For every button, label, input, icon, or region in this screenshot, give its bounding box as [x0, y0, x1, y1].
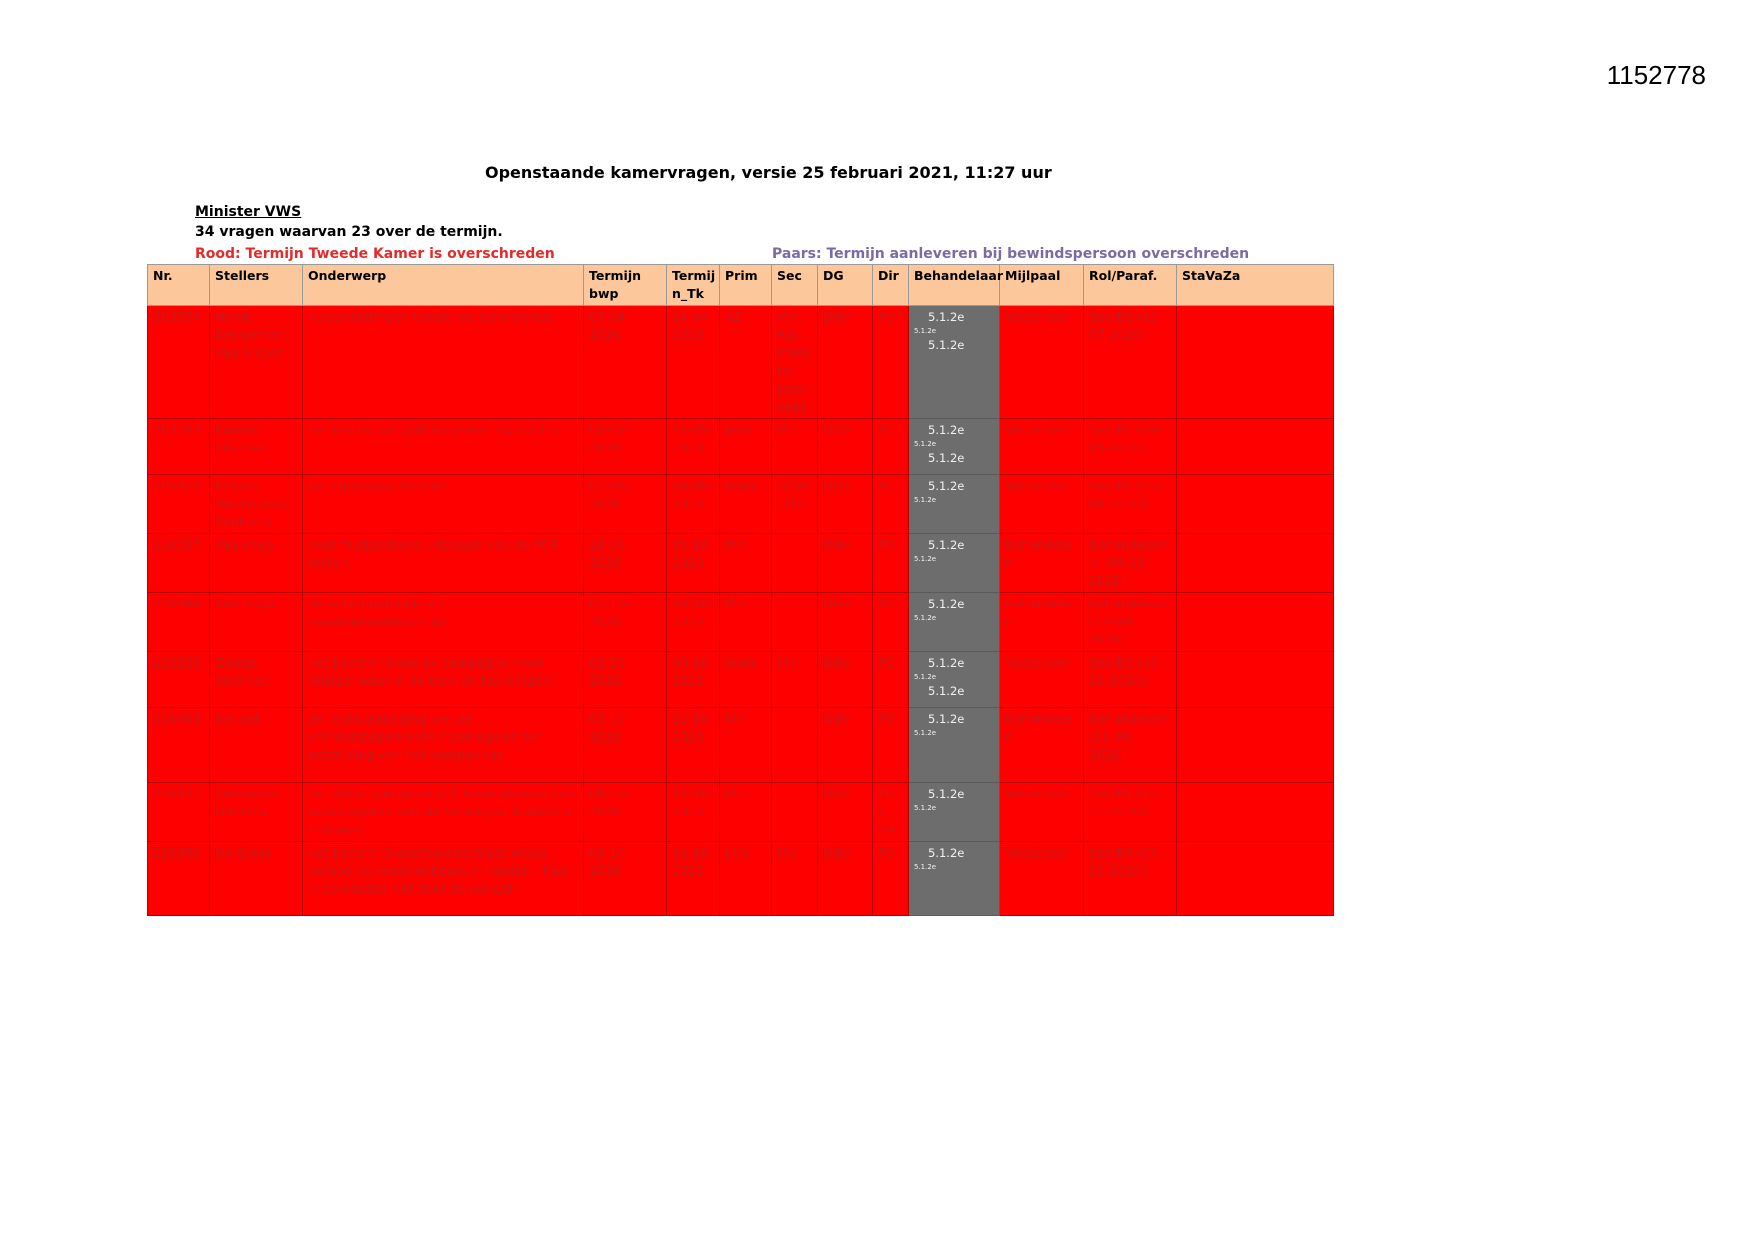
cell-sec: Min: [772, 419, 818, 475]
table-row: [148, 652, 1334, 708]
cell-stavaza: [1177, 783, 1334, 842]
cell-nr: 204793: [148, 419, 210, 475]
column-header: Termijn bwp: [584, 265, 667, 306]
cell-nr: 210947: [148, 783, 210, 842]
cell-stellers: Van Haga: [210, 534, 303, 593]
table-row: [148, 708, 1334, 783]
cell-dir: PDC 19: [873, 783, 909, 842]
cell-nr: 210603: [148, 708, 210, 783]
cell-rol: Behandelaar (17-09-2020): [1084, 593, 1177, 652]
cell-dir: PG: [873, 842, 909, 916]
redaction-code: 5.1.2e: [914, 496, 937, 504]
cell-termijn-tk: 09-10-2020: [667, 652, 720, 708]
cell-dg: DGV: [818, 419, 873, 475]
cell-prim: Min: [720, 783, 772, 842]
table-header-row: [148, 265, 1334, 306]
cell-stavaza: [1177, 708, 1334, 783]
column-header: Stellers: [210, 265, 303, 306]
section-heading: Minister VWS: [195, 204, 302, 220]
cell-prim: IenW: [720, 475, 772, 534]
cell-stavaza: [1177, 593, 1334, 652]
redaction-code: 5.1.2e: [928, 787, 965, 801]
cell-termijn-tk: 14-04-2020: [667, 306, 720, 419]
cell-dir: PG: [873, 652, 909, 708]
cell-sec: Min; RB; minis ter-presi dent: [772, 306, 818, 419]
cell-sec: [772, 534, 818, 593]
redaction-code: 5.1.2e: [914, 804, 937, 812]
cell-termijn-bwp: 01-10-2020: [584, 593, 667, 652]
cell-rol: SecrBS (11-11-2020): [1084, 783, 1177, 842]
redaction-code: 5.1.2e: [914, 440, 937, 448]
cell-nr: 203554: [148, 306, 210, 419]
redaction-code: 5.1.2e: [914, 327, 937, 335]
cell-prim: Min: [720, 593, 772, 652]
cell-stellers: De Groot: [210, 842, 303, 916]
redaction-code: 5.1.2e: [914, 729, 937, 737]
cell-prim: LNV: [720, 842, 772, 916]
cell-termijn-tk: 15-05-2020: [667, 419, 720, 475]
redacted-cell: [909, 708, 1000, 783]
cell-mijlpaal: Verzenden: [1000, 306, 1084, 419]
cell-stellers: Verhoeven; Diertens: [210, 783, 303, 842]
cell-dg: DGV: [818, 534, 873, 593]
cell-mijlpaal: Verzenden: [1000, 842, 1084, 916]
redaction-code: 5.1.2e: [928, 656, 965, 670]
summary-text: 34 vragen waarvan 23 over de termijn.: [195, 224, 503, 240]
cell-dg: DGV: [818, 593, 873, 652]
cell-onderwerp: de rechtvaardiging van de vrijheidsbeperkende maatregelen ter bestrijding van het coronavirus: [303, 708, 584, 783]
cell-rol: Behandelaar < (08-12-2020): [1084, 534, 1177, 593]
cell-rol: Behandelaar (21-09-2020): [1084, 708, 1177, 783]
redacted-cell: [909, 475, 1000, 534]
cell-stellers: Hijink; Beckerman; Van Nispen: [210, 306, 303, 419]
cell-termijn-tk: 08-10-2020: [667, 593, 720, 652]
cell-termijn-bwp: 08-05-2020: [584, 419, 667, 475]
column-header: Mijlpaal: [1000, 265, 1084, 306]
cell-dg: DGV: [818, 306, 873, 419]
redaction-code: 5.1.2e: [914, 863, 937, 871]
legend-red: Rood: Termijn Tweede Kamer is overschreden: [195, 246, 555, 262]
cell-rol: SecrBS (05-10-2020): [1084, 652, 1177, 708]
cell-dg: DGV: [818, 783, 873, 842]
redacted-cell: [909, 534, 1000, 593]
column-header: DG: [818, 265, 873, 306]
cell-onderwerp: over foutpositieve uitslagen van de PCR-testen.: [303, 534, 584, 593]
cell-mijlpaal: Verzenden: [1000, 475, 1084, 534]
redacted-cell: [909, 842, 1000, 916]
cell-prim: AZ: [720, 306, 772, 419]
cell-onderwerp: de entertainment- en evenementenbranche: [303, 593, 584, 652]
cell-sec: [772, 593, 818, 652]
redaction-code: 5.1.2e: [928, 538, 965, 552]
column-header: Behandelaar: [909, 265, 1000, 306]
column-header: Onderwerp: [303, 265, 584, 306]
redacted-cell: [909, 593, 1000, 652]
table-row: [148, 783, 1334, 842]
cell-termijn-bwp: 05-10-2020: [584, 708, 667, 783]
cell-rol: SecrBS (17-06-2020): [1084, 475, 1177, 534]
cell-stellers: Van Haga: [210, 593, 303, 652]
cell-termijn-tk: 16-10-2020: [667, 842, 720, 916]
cell-nr: 210337: [148, 534, 210, 593]
cell-termijn-bwp: 01-06-2020: [584, 475, 667, 534]
table-row: [148, 475, 1334, 534]
cell-stavaza: [1177, 419, 1334, 475]
redacted-cell: [909, 306, 1000, 419]
redacted-cell: [909, 419, 1000, 475]
cell-stellers: Baudet: [210, 708, 303, 783]
cell-dir: PG: [873, 419, 909, 475]
cell-dg: DGV: [818, 652, 873, 708]
cell-mijlpaal: Verzenden: [1000, 652, 1084, 708]
table-row: [148, 842, 1334, 916]
column-header: Nr.: [148, 265, 210, 306]
column-header: StaVaZa: [1177, 265, 1334, 306]
cell-onderwerp: het delen van genetisch testmateriaal van Nederlanders met de Verenigde Arabische Emiraten: [303, 783, 584, 842]
cell-onderwerp: het Openbaar Vervoer: [303, 475, 584, 534]
redaction-code: 5.1.2e: [928, 712, 965, 726]
redaction-code: 5.1.2e: [928, 423, 965, 437]
cell-termijn-bwp: 09-10-2020: [584, 842, 667, 916]
table-row: [148, 419, 1334, 475]
column-header: Prim: [720, 265, 772, 306]
redaction-code: 5.1.2e: [914, 673, 937, 681]
cell-dir: PG: [873, 534, 909, 593]
cell-sec: OCW; Min: [772, 475, 818, 534]
cell-termijn-bwp: 02-10-2020: [584, 652, 667, 708]
cell-prim: JenV: [720, 419, 772, 475]
cell-stavaza: [1177, 534, 1334, 593]
redacted-cell: [909, 783, 1000, 842]
cell-onderwerp: huisuitzettingen tijdens de coronacrisis: [303, 306, 584, 419]
cell-termijn-bwp: 28-09-2020: [584, 534, 667, 593]
cell-stavaza: [1177, 842, 1334, 916]
cell-stellers: Kröger; Westerveld; Renkema: [210, 475, 303, 534]
table-row: [148, 534, 1334, 593]
cell-termijn-tk: 08-06-2020: [667, 475, 720, 534]
cell-mijlpaal: Behandelen: [1000, 534, 1084, 593]
cell-stellers: Kuiken; Ploumen: [210, 419, 303, 475]
cell-mijlpaal: Verzenden: [1000, 419, 1084, 475]
redaction-code: 5.1.2e: [928, 597, 965, 611]
cell-mijlpaal: Behandelen: [1000, 708, 1084, 783]
document-id: 1152778: [1606, 60, 1706, 90]
cell-sec: [772, 783, 818, 842]
cell-nr: 210525: [148, 652, 210, 708]
page-title: Openstaande kamervragen, versie 25 februari 2021, 11:27 uur: [485, 163, 1052, 182]
cell-sec: Min: [772, 842, 818, 916]
cell-nr: 205474: [148, 475, 210, 534]
cell-dir: PG: [873, 708, 909, 783]
cell-onderwerp: het bericht 'Grote ov-campagne moet reiziger weer in de trein en bus krijgen': [303, 652, 584, 708]
cell-dg: DGV: [818, 708, 873, 783]
redaction-code: 5.1.2e: [914, 555, 937, 563]
cell-prim: IenW: [720, 652, 772, 708]
cell-prim: Min: [720, 708, 772, 783]
cell-nr: 210499: [148, 593, 210, 652]
cell-termijn-tk: 15-10-2020: [667, 783, 720, 842]
legend-purple: Paars: Termijn aanleveren bij bewindspersoon overschreden: [772, 246, 1250, 262]
column-header: Sec: [772, 265, 818, 306]
cell-dg: DGV: [818, 842, 873, 916]
cell-rol: SecrBS (06-05-2020): [1084, 419, 1177, 475]
redaction-code: 5.1.2e: [914, 614, 937, 622]
redaction-code: 5.1.2e: [928, 479, 965, 493]
redaction-code: 5.1.2e: [928, 451, 965, 465]
cell-mijlpaal: Behandelen: [1000, 593, 1084, 652]
cell-rol: SecrBS (29-10-2020): [1084, 842, 1177, 916]
cell-stavaza: [1177, 652, 1334, 708]
cell-termijn-tk: 12-10-2020: [667, 708, 720, 783]
redaction-code: 5.1.2e: [928, 846, 965, 860]
cell-stellers: Ziengs; Veldman: [210, 652, 303, 708]
table-row: [148, 306, 1334, 419]
cell-sec: Min: [772, 652, 818, 708]
cell-nr: 210956: [148, 842, 210, 916]
redaction-code: 5.1.2e: [928, 310, 965, 324]
cell-dir: PG: [873, 593, 909, 652]
cell-dir: PG: [873, 306, 909, 419]
cell-prim: Min: [720, 534, 772, 593]
column-header: Dir: [873, 265, 909, 306]
cell-termijn-bwp: 07-04-2020: [584, 306, 667, 419]
cell-onderwerp: het testen van politieagenten op corona: [303, 419, 584, 475]
cell-sec: [772, 708, 818, 783]
cell-dir: PG: [873, 475, 909, 534]
table-row: [148, 593, 1334, 652]
cell-rol: SecrBS (13-07-2020): [1084, 306, 1177, 419]
cell-stavaza: [1177, 475, 1334, 534]
column-header: Rol/Paraf.: [1084, 265, 1177, 306]
cell-termijn-tk: 05-10-2020: [667, 534, 720, 593]
redaction-code: 5.1.2e: [928, 338, 965, 352]
redaction-code: 5.1.2e: [928, 684, 965, 698]
cell-onderwerp: het bericht 'Dierenbeschermers willen verbod op reptielenbeurs in Houten: 'Kan in coronatijd niet door de beugel'': [303, 842, 584, 916]
redacted-cell: [909, 652, 1000, 708]
cell-dg: DGV: [818, 475, 873, 534]
cell-stavaza: [1177, 306, 1334, 419]
questions-table: [147, 264, 1334, 916]
cell-mijlpaal: Verzenden: [1000, 783, 1084, 842]
cell-termijn-bwp: 08-10-2020: [584, 783, 667, 842]
column-header: Termij n_Tk: [667, 265, 720, 306]
